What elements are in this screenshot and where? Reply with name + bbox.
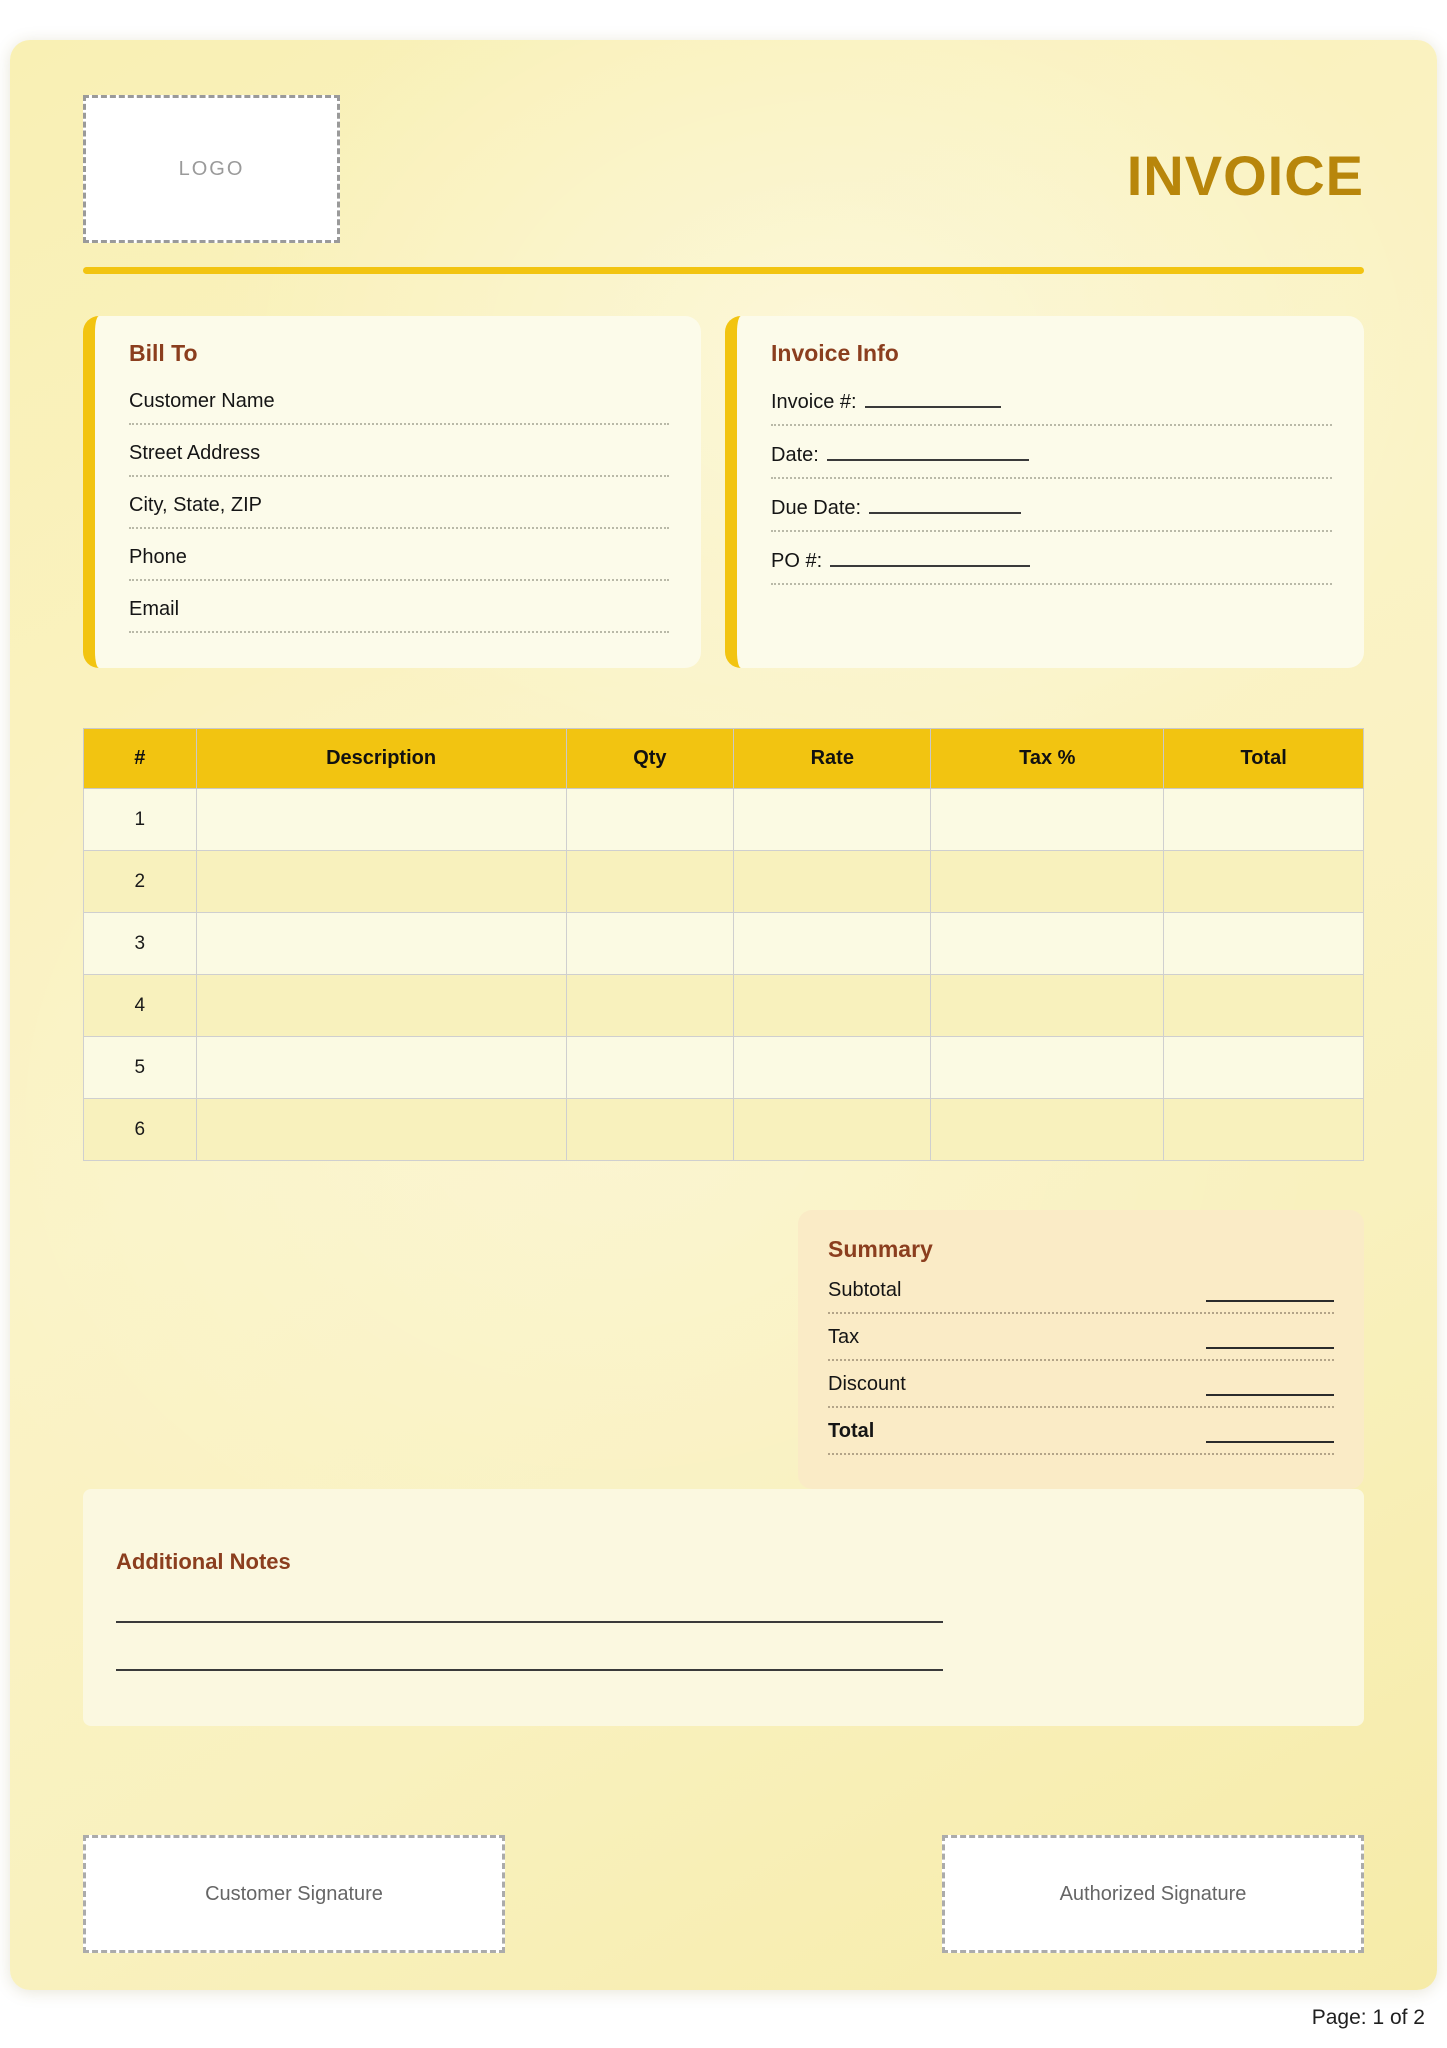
summary-title: Summary [828, 1236, 933, 1262]
item-tax-cell[interactable] [931, 1037, 1164, 1099]
summary-label: Tax [828, 1326, 860, 1348]
invoice-title: INVOICE [1126, 144, 1364, 207]
table-row [84, 975, 1364, 1037]
bill-to-field-customer-name[interactable] [129, 385, 669, 425]
row-number: 6 [84, 1099, 197, 1161]
bill-to-field-phone[interactable] [129, 541, 669, 581]
item-rate-cell[interactable] [734, 1037, 931, 1099]
po-number-blank[interactable] [830, 549, 1030, 567]
summary-value-line[interactable] [1206, 1333, 1334, 1349]
bill-to-title: Bill To [129, 340, 198, 366]
item-total-cell[interactable] [1164, 1099, 1364, 1161]
due-date-blank[interactable] [869, 496, 1021, 514]
logo-placeholder[interactable] [83, 95, 340, 243]
item-qty-cell[interactable] [566, 851, 734, 913]
item-description-cell[interactable] [196, 975, 566, 1037]
field-label: Date: [771, 444, 819, 466]
invoice-info-field-invoice-number[interactable] [771, 385, 1332, 426]
signature-row [83, 1835, 1364, 1953]
invoice-info-field-date[interactable] [771, 438, 1332, 479]
col-header-rate: Rate [734, 729, 931, 789]
invoice-info-panel [725, 316, 1364, 668]
table-row [84, 1099, 1364, 1161]
field-label: Email [129, 598, 180, 620]
col-header-total: Total [1164, 729, 1364, 789]
item-qty-cell[interactable] [566, 1037, 734, 1099]
row-number: 3 [84, 913, 197, 975]
item-description-cell[interactable] [196, 1099, 566, 1161]
row-number: 4 [84, 975, 197, 1037]
summary-row-tax [828, 1324, 1334, 1361]
note-line[interactable] [116, 1621, 943, 1623]
field-label: Invoice #: [771, 391, 857, 413]
invoice-info-field-due-date[interactable] [771, 491, 1332, 532]
field-label: PO #: [771, 550, 823, 572]
summary-row-total [828, 1418, 1334, 1455]
invoice-number-blank[interactable] [865, 390, 1001, 408]
item-total-cell[interactable] [1164, 913, 1364, 975]
items-table-header-row [84, 729, 1364, 789]
item-rate-cell[interactable] [734, 975, 931, 1037]
summary-row-subtotal [828, 1277, 1334, 1314]
item-rate-cell[interactable] [734, 851, 931, 913]
item-qty-cell[interactable] [566, 913, 734, 975]
item-description-cell[interactable] [196, 789, 566, 851]
item-tax-cell[interactable] [931, 851, 1164, 913]
item-tax-cell[interactable] [931, 975, 1164, 1037]
col-header-tax: Tax % [931, 729, 1164, 789]
item-total-cell[interactable] [1164, 789, 1364, 851]
summary-value-line[interactable] [1206, 1427, 1334, 1443]
item-tax-cell[interactable] [931, 913, 1164, 975]
item-tax-cell[interactable] [931, 1099, 1164, 1161]
item-total-cell[interactable] [1164, 851, 1364, 913]
bill-to-field-city-state-zip[interactable] [129, 489, 669, 529]
item-total-cell[interactable] [1164, 975, 1364, 1037]
bill-to-field-email[interactable] [129, 593, 669, 633]
item-description-cell[interactable] [196, 913, 566, 975]
summary-value-line[interactable] [1206, 1380, 1334, 1396]
invoice-info-title: Invoice Info [771, 340, 899, 366]
notes-title: Additional Notes [116, 1549, 291, 1574]
table-row [84, 1037, 1364, 1099]
item-description-cell[interactable] [196, 1037, 566, 1099]
field-label: Street Address [129, 442, 261, 464]
summary-label: Total [828, 1420, 875, 1442]
divider-rule [83, 267, 1364, 274]
signature-box-customer[interactable] [83, 1835, 505, 1953]
summary-label: Subtotal [828, 1279, 902, 1301]
bill-to-field-street-address[interactable] [129, 437, 669, 477]
table-row [84, 851, 1364, 913]
item-tax-cell[interactable] [931, 789, 1164, 851]
item-rate-cell[interactable] [734, 789, 931, 851]
page-footer: Page: 1 of 2 [1311, 2006, 1425, 2029]
field-label: Due Date: [771, 497, 862, 519]
summary-row-discount [828, 1371, 1334, 1408]
summary-label: Discount [828, 1373, 906, 1395]
item-description-cell[interactable] [196, 851, 566, 913]
summary-value-line[interactable] [1206, 1286, 1334, 1302]
note-line[interactable] [116, 1669, 943, 1671]
notes-panel [83, 1489, 1364, 1726]
row-number: 1 [84, 789, 197, 851]
item-total-cell[interactable] [1164, 1037, 1364, 1099]
col-header-number: # [84, 729, 197, 789]
signature-box-authorized[interactable] [942, 1835, 1364, 1953]
row-number: 5 [84, 1037, 197, 1099]
row-number: 2 [84, 851, 197, 913]
date-blank[interactable] [827, 443, 1029, 461]
col-header-qty: Qty [566, 729, 734, 789]
invoice-info-field-po-number[interactable] [771, 544, 1332, 585]
table-row [84, 913, 1364, 975]
field-label: City, State, ZIP [129, 494, 262, 516]
field-label: Customer Name [129, 390, 275, 412]
signature-label: Authorized Signature [1059, 1882, 1247, 1905]
logo-placeholder-label: LOGO [178, 157, 245, 180]
item-rate-cell[interactable] [734, 913, 931, 975]
summary-panel [798, 1210, 1364, 1489]
item-qty-cell[interactable] [566, 789, 734, 851]
bill-to-panel [83, 316, 701, 668]
items-table [83, 728, 1364, 1161]
table-row [84, 789, 1364, 851]
invoice-sheet [10, 40, 1437, 1990]
item-qty-cell[interactable] [566, 1099, 734, 1161]
field-label: Phone [129, 546, 187, 568]
item-rate-cell[interactable] [734, 1099, 931, 1161]
header [83, 40, 1364, 243]
info-panels [83, 316, 1364, 668]
col-header-description: Description [196, 729, 566, 789]
item-qty-cell[interactable] [566, 975, 734, 1037]
signature-label: Customer Signature [205, 1882, 383, 1905]
